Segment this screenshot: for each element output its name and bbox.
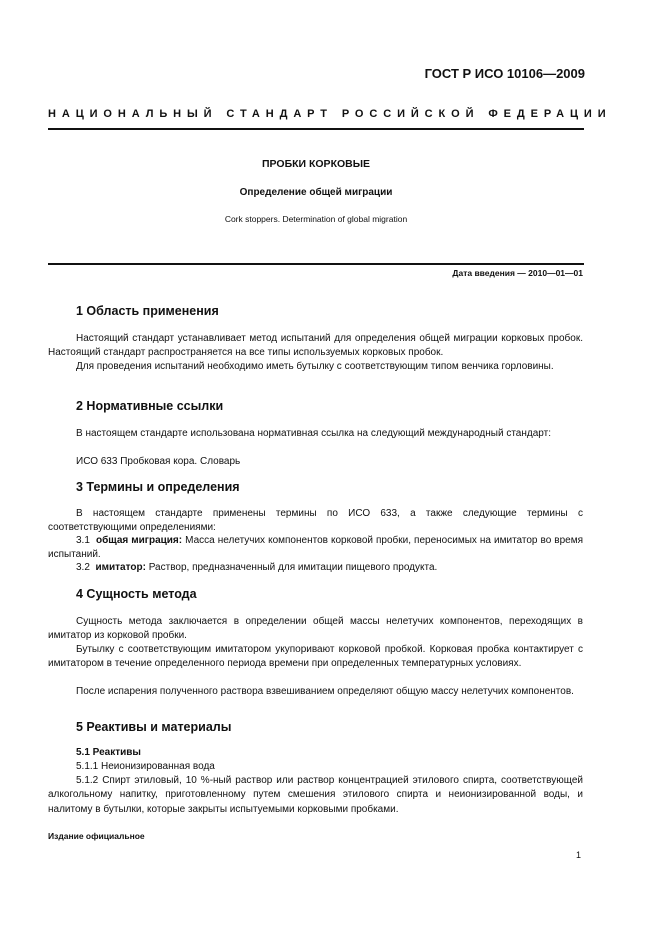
term-3-2: [48, 561, 583, 575]
section-2-reference: ИСО 633 Пробковая кора. Словарь: [76, 456, 241, 467]
document-title: ПРОБКИ КОРКОВЫЕ: [261, 158, 371, 170]
national-standard-line: НАЦИОНАЛЬНЫЙ СТАНДАРТ РОССИЙСКОЙ ФЕДЕРАЦИИ: [48, 108, 612, 120]
section-2-paragraph-1: В настоящем стандарте использована нормативная ссылка на следующий международный стандарт:: [76, 428, 551, 439]
item-5-1-1: 5.1.1 Неионизированная вода: [76, 761, 215, 772]
term-3-2-definition: Раствор, предназначенный для имитации пищевого продукта.: [148, 562, 438, 573]
section-1-paragraph-2: Для проведения испытаний необходимо иметь бутылку с соответствующим типом венчика горловины.: [76, 361, 554, 372]
term-3-1: [48, 534, 583, 563]
term-3-1-term: общая миграция:: [95, 535, 183, 546]
section-4-paragraph-3: После испарения полученного раствора взвешиванием определяют общую массу нелетучих компонентов.: [76, 686, 574, 697]
section-1-paragraph-1: Настоящий стандарт устанавливает метод испытаний для определения общей миграции корковых пробок. Настоящий стандарт распространяется на все типы используемых корковых пробок.: [48, 333, 583, 359]
section-4-paragraph-1: Сущность метода заключается в определении общей массы нелетучих компонентов, переходящих в имитатор из корковой пробки.: [48, 616, 583, 642]
section-2-heading: 2 Нормативные ссылки: [76, 399, 224, 413]
section-5-heading: 5 Реактивы и материалы: [76, 720, 232, 734]
item-5-1-2: 5.1.2 Спирт этиловый, 10 %-ный раствор или раствор концентрацией этилового спирта, соответствующей алкогольному напитку, приготовленному путем смешения этилового спирта и неионизированной воды, и налитому в бутылки, которые закрыты испытуемыми корковыми пробками.: [48, 775, 583, 815]
edition-note: Издание официальное: [48, 831, 145, 841]
term-3-1-definition: Масса нелетучих компонентов корковой пробки, переносимых на имитатор во время испытаний.: [48, 535, 584, 561]
page-number: 1: [575, 850, 581, 860]
document-subtitle: Определение общей миграции: [239, 187, 393, 198]
top-divider: [48, 128, 584, 130]
section-3-heading: 3 Термины и определения: [76, 480, 240, 494]
section-1-heading: 1 Область применения: [76, 304, 219, 318]
section-4-heading: 4 Сущность метода: [76, 587, 197, 601]
introduction-date: Дата введения — 2010—01—01: [452, 268, 583, 278]
title-divider: [48, 263, 584, 265]
term-3-2-number: 3.2: [76, 562, 90, 573]
document-english-title: Cork stoppers. Determination of global migration: [224, 214, 408, 224]
term-3-2-term: имитатор:: [95, 562, 146, 573]
term-3-1-number: 3.1: [76, 535, 90, 546]
section-3-paragraph-1: В настоящем стандарте применены термины по ИСО 633, а также следующие термины с соответствующими определениями:: [48, 508, 583, 534]
section-4-paragraph-2: Бутылку с соответствующим имитатором укупоривают корковой пробкой. Корковая пробка контактирует с имитатором в течение определенного периода времени при определенных температурных условиях.: [48, 644, 583, 670]
subsection-5-1-heading: 5.1 Реактивы: [76, 747, 141, 758]
standard-number: ГОСТ Р ИСО 10106—2009: [424, 66, 585, 81]
